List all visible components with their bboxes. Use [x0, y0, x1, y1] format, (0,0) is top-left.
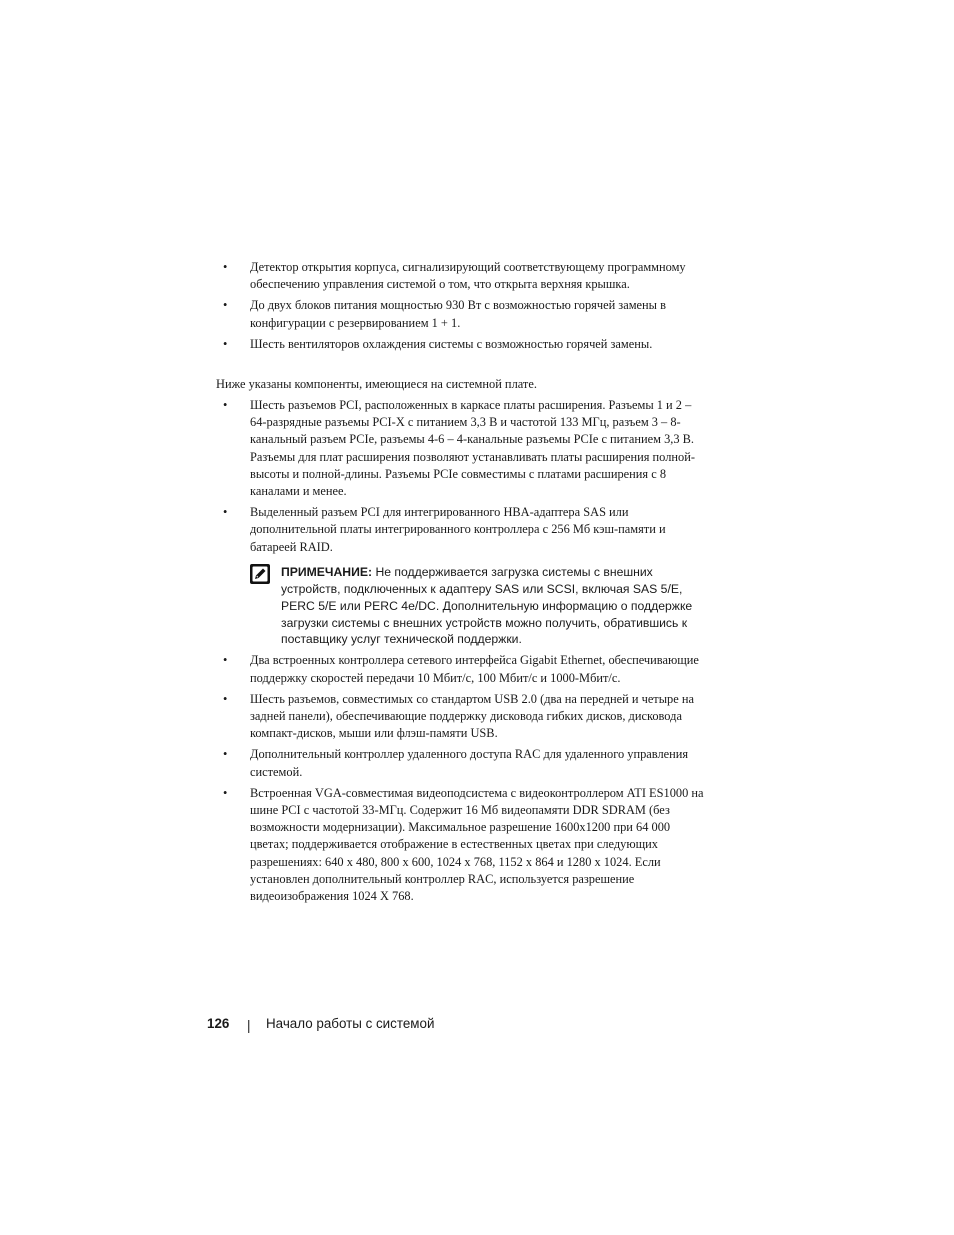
list-item	[220, 336, 710, 353]
note-box	[250, 564, 711, 649]
feature-list-board	[220, 397, 710, 909]
page-number: 126	[207, 1016, 230, 1031]
list-item-text: До двух блоков питания мощностью 930 Вт с возможностью горячей замены в конфигурации с резервированием 1 + 1.	[250, 298, 666, 330]
bullet-dot: •	[223, 298, 228, 313]
bullet-dot: •	[223, 785, 228, 800]
intro-paragraph: Ниже указаны компоненты, имеющиеся на системной плате.	[216, 377, 537, 391]
list-item	[220, 652, 710, 686]
list-item	[220, 259, 710, 293]
footer-separator: |	[247, 1018, 251, 1033]
bullet-dot: •	[223, 336, 228, 351]
list-item-text: Выделенный разъем PCI для интегрированного HBA-адаптера SAS или дополнительной платы интегрированного контроллера с 256 Мб кэш-памяти и батареей RAID.	[250, 505, 666, 554]
list-item-text: Детектор открытия корпуса, сигнализирующий соответствующему программному обеспечению управления системой о том, что открыта верхняя крышка.	[250, 260, 686, 292]
list-item-text: Дополнительный контроллер удаленного доступа RAC для удаленного управления системой.	[250, 747, 689, 779]
note-pencil-icon	[250, 564, 270, 584]
bullet-dot: •	[223, 691, 228, 706]
bullet-dot: •	[223, 505, 228, 520]
list-item-text: Шесть разъемов, совместимых со стандартом USB 2.0 (два на передней и четыре на задней панели), обеспечивающие поддержку дисковода гибких дисков, дисковода компакт-дисков, мыши или флэш-памяти USB.	[250, 691, 694, 741]
list-item	[220, 691, 710, 743]
list-item	[220, 504, 710, 556]
note-text: Не поддерживается загрузка системы с внешних устройств, подключенных к адаптеру SAS или SCSI, включая SAS 5/E, PERC 5/E или PERC 4e/DC. Дополнительную информацию о поддержке загрузки системы с внешних устройств можно получить, обратившись к поставщику услуг технической поддержки.	[281, 564, 693, 647]
list-item-text: Два встроенных контроллера сетевого интерфейса Gigabit Ethernet, обеспечивающие поддержку скоростей передачи 10 Мбит/с, 100 Мбит/с и 1000-Мбит/с.	[250, 653, 699, 685]
feature-list-top	[220, 259, 710, 357]
section-title: Начало работы с системой	[266, 1016, 435, 1031]
list-item-text: Шесть вентиляторов охлаждения системы с возможностью горячей замены.	[250, 336, 653, 351]
note-label: ПРИМЕЧАНИЕ:	[281, 564, 373, 579]
bullet-dot: •	[223, 260, 228, 274]
list-item	[220, 785, 710, 905]
list-item-text: Встроенная VGA-совместимая видеоподсистема с видеоконтроллером ATI ES1000 на шине PCI с частотой 33-МГц. Содержит 16 Мб видеопамяти DDR SDRAM (без возможности модернизации). Максимальное разрешение 1600x1200 при 64 000 цветах; поддерживается отображение в естественных цветах при следующих разрешениях: 640 x 480, 800 x 600, 1024 x 768, 1152 x 864 и 1280 x 1024. Если установлен дополнительный контроллер RAC, используется разрешение видеоизображения 1024 X 768.	[250, 785, 704, 903]
bullet-dot: •	[223, 653, 228, 668]
list-item	[220, 397, 710, 500]
bullet-dot: •	[223, 398, 228, 412]
list-item	[220, 746, 710, 780]
list-item-text: Шесть разъемов PCI, расположенных в каркасе платы расширения. Разъемы 1 и 2 – 64-разрядные разъемы PCI-X с питанием 3,3 В и частотой 133 МГц, разъем 3 – 8-канальный разъем PCIe, разъемы 4-6 – 4-канальные разъемы PCIe с питанием 3,3 В. Разъемы для плат расширения позволяют устанавливать платы расширения полной-высоты и полной-длины. Разъемы PCIe совместимы с платами расширения с 8 каналами и менее.	[250, 398, 695, 499]
bullet-dot: •	[223, 747, 228, 762]
list-item	[220, 297, 710, 331]
